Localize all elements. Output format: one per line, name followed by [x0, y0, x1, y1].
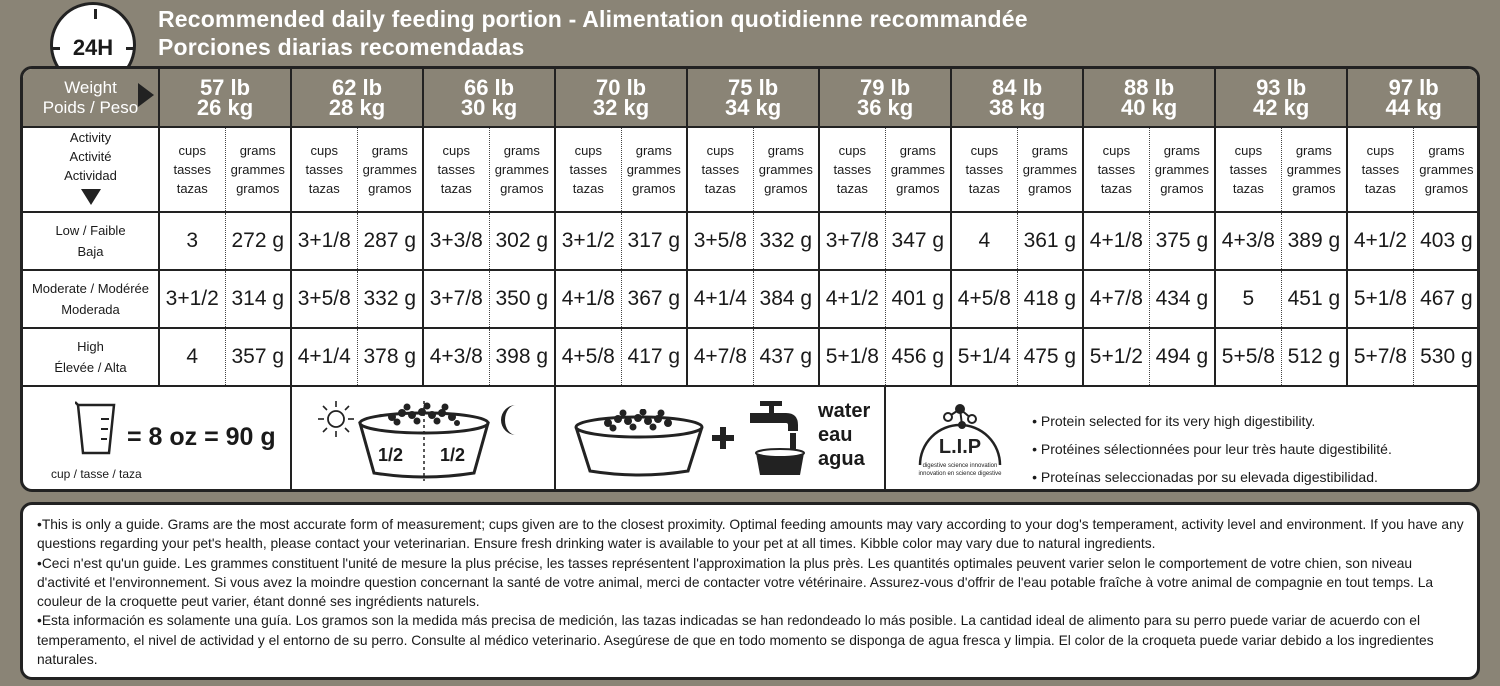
grams-value: 467 g [1413, 270, 1479, 328]
cups-value: 4+7/8 [687, 328, 753, 386]
grams-value: 451 g [1281, 270, 1347, 328]
note-spanish: •Esta información es solamente una guía. Los gramos son la medida más precisa de medición, las tazas indicadas se han redondeado lo más posible. La cantidad ideal de alimento para su perro puede variar de acuerdo con el temperamento, el nivel de actividad y el entorno de su perro. Consulte al médico veterinario. Asegúrese de que en todo momento se disponga de agua fresca y limpia. El color de la croqueta puede variar debido a los ingredientes naturales. [37, 613, 1434, 668]
grams-unit-label: grammes [494, 162, 549, 177]
activity-level-name: Moderate / Modérée [31, 281, 150, 296]
grams-unit-label: grams [635, 143, 672, 158]
grams-unit-label: grams [1031, 143, 1068, 158]
activity-level-label [23, 212, 159, 270]
grams-value: 347 g [885, 212, 951, 270]
half-portion-evening: 1/2 [440, 445, 466, 465]
weight-column-header [951, 69, 1083, 127]
down-arrow-icon [81, 189, 101, 205]
food-and-water-cell [555, 386, 885, 492]
cups-unit-label: cups [1234, 143, 1263, 158]
cups-unit-label: tasses [173, 162, 212, 177]
page-title [158, 5, 1028, 61]
cups-value: 4+5/8 [951, 270, 1017, 328]
cups-unit-label: cups [574, 143, 603, 158]
weight-lb: 75 lb [728, 74, 779, 100]
grams-value: 456 g [885, 328, 951, 386]
grams-value: 434 g [1149, 270, 1215, 328]
grams-value: 357 g [225, 328, 291, 386]
weight-header [23, 69, 159, 127]
weight-column-header [1083, 69, 1215, 127]
water-label [818, 399, 870, 471]
weight-label: Weight [64, 77, 117, 97]
plus-icon [712, 427, 734, 449]
cups-unit-label: cups [838, 143, 867, 158]
cups-unit-header [291, 127, 357, 212]
grams-unit-label: grams [1295, 143, 1332, 158]
table-row [23, 328, 1479, 386]
grams-unit-label: grammes [1022, 162, 1077, 177]
cups-value: 4+7/8 [1083, 270, 1149, 328]
cups-unit-label: tasses [305, 162, 344, 177]
notes-panel [20, 502, 1480, 680]
weight-kg: 32 kg [592, 94, 650, 120]
cups-unit-label: tazas [968, 181, 1000, 196]
grams-unit-header [1281, 127, 1347, 212]
cups-unit-label: tasses [569, 162, 608, 177]
weight-lb: 93 lb [1256, 74, 1307, 100]
cups-value: 4+1/2 [819, 270, 885, 328]
cups-unit-label: tasses [437, 162, 476, 177]
weight-lb: 84 lb [992, 74, 1043, 100]
cups-value: 4+1/4 [687, 270, 753, 328]
note-french: •Ceci n'est qu'un guide. Les grammes constituent l'unité de mesure la plus précise, les tasses représentent l'approximation la plus près. Les quantités optimales peuvent varier selon le comportement de votre chien, son niveau d'activité et l'environnement. Si vous avez la moindre question concernant la santé de votre animal, merci de contacter votre vétérinaire. Assurez-vous d'offrir de l'eau potable fraîche à votre animal de compagnie en tout temps. La couleur de la croquette peut varier, étant donné ses ingrédients naturels. [37, 555, 1434, 610]
cup-measure-cell [23, 386, 291, 492]
lip-arc-text: digestive science innovation [922, 463, 998, 469]
cups-unit-header [1347, 127, 1413, 212]
grams-unit-header [1017, 127, 1083, 212]
weight-column-header [423, 69, 555, 127]
cups-unit-label: cups [1366, 143, 1395, 158]
grams-unit-header [621, 127, 687, 212]
weight-lb: 70 lb [595, 74, 647, 100]
cups-unit-label: tazas [1232, 181, 1264, 196]
cups-unit-header [1083, 127, 1149, 212]
feeding-table-panel [20, 66, 1480, 492]
weight-kg: 44 kg [1385, 94, 1442, 120]
cups-value: 4 [159, 328, 225, 386]
cups-unit-label: tasses [965, 162, 1004, 177]
cups-unit-label: tazas [440, 181, 472, 196]
grams-value: 375 g [1149, 212, 1215, 270]
list-item: • Protein selected for its very high digestibility. [1032, 407, 1392, 435]
cups-value: 3+5/8 [687, 212, 753, 270]
cups-value: 3 [159, 212, 225, 270]
grams-unit-label: grams [371, 143, 408, 158]
cups-value: 5+1/8 [819, 328, 885, 386]
activity-level-name-alt: Élevée / Alta [54, 360, 127, 375]
weight-kg: 36 kg [856, 94, 914, 120]
grams-unit-label: gramos [236, 181, 280, 196]
grams-unit-label: grams [767, 143, 804, 158]
grams-unit-label: grammes [362, 162, 417, 177]
cups-unit-label: tazas [1364, 181, 1396, 196]
grams-value: 287 g [357, 212, 423, 270]
grams-unit-header [489, 127, 555, 212]
activity-header [23, 127, 159, 212]
grams-value: 350 g [489, 270, 555, 328]
cups-unit-label: cups [310, 143, 338, 158]
grams-unit-label: grammes [230, 162, 285, 177]
unit-header-row [23, 127, 1479, 212]
grams-unit-label: grams [239, 143, 276, 158]
grams-unit-label: grammes [758, 162, 813, 177]
grams-unit-label: gramos [368, 181, 412, 196]
food-bowl-icon [350, 401, 498, 481]
weight-kg: 30 kg [460, 94, 518, 120]
cups-unit-label: tazas [704, 181, 736, 196]
cups-value: 4+1/8 [555, 270, 621, 328]
grams-unit-label: gramos [632, 181, 676, 196]
grams-unit-label: gramos [1160, 181, 1204, 196]
cups-value: 4 [951, 212, 1017, 270]
cups-unit-label: tasses [1361, 162, 1400, 177]
cups-unit-label: tazas [836, 181, 868, 196]
cups-unit-header [423, 127, 489, 212]
grams-unit-header [1149, 127, 1215, 212]
weight-kg: 42 kg [1253, 94, 1310, 120]
weight-kg: 26 kg [196, 94, 254, 120]
grams-unit-label: grammes [626, 162, 681, 177]
grams-unit-label: grammes [1419, 162, 1474, 177]
grams-unit-label: grammes [890, 162, 945, 177]
cups-unit-header [687, 127, 753, 212]
moon-icon [498, 403, 524, 437]
cups-value: 5+1/8 [1347, 270, 1413, 328]
grams-unit-label: grams [503, 143, 540, 158]
grams-value: 314 g [225, 270, 291, 328]
weight-kg: 34 kg [724, 94, 782, 120]
grams-unit-label: gramos [1028, 181, 1072, 196]
cups-value: 5+1/2 [1083, 328, 1149, 386]
cups-value: 3+7/8 [819, 212, 885, 270]
activity-level-label [23, 270, 159, 328]
weight-lb: 97 lb [1388, 74, 1439, 100]
weight-kg: 38 kg [988, 94, 1046, 120]
water-label-line: water [818, 400, 871, 422]
grams-value: 317 g [621, 212, 687, 270]
grams-value: 302 g [489, 212, 555, 270]
cups-value: 4+1/2 [1347, 212, 1413, 270]
cups-value: 4+5/8 [555, 328, 621, 386]
grams-value: 384 g [753, 270, 819, 328]
weight-column-header [1215, 69, 1347, 127]
lip-arc-text-fr: innovation en science digestive [918, 471, 1002, 477]
grams-unit-label: grams [899, 143, 936, 158]
grams-unit-label: gramos [1292, 181, 1336, 196]
list-item: • Proteínas seleccionadas por su elevada digestibilidad. [1032, 463, 1392, 491]
grams-unit-header [357, 127, 423, 212]
half-portion-morning: 1/2 [378, 445, 404, 465]
cups-value: 5+7/8 [1347, 328, 1413, 386]
cups-value: 3+3/8 [423, 212, 489, 270]
weight-column-header [159, 69, 291, 127]
cups-unit-label: cups [706, 143, 735, 158]
activity-level-name-alt: Baja [77, 244, 104, 259]
grams-value: 389 g [1281, 212, 1347, 270]
weight-kg: 28 kg [328, 94, 386, 120]
grams-value: 361 g [1017, 212, 1083, 270]
weight-column-header [687, 69, 819, 127]
activity-label: Activité [69, 149, 112, 164]
cups-unit-label: tasses [833, 162, 872, 177]
cups-value: 4+3/8 [1215, 212, 1281, 270]
note-english: •This is only a guide. Grams are the most accurate form of measurement; cups given are to the closest proximity. Optimal feeding amounts may vary according to your dog's temperament, activity level and environment. If you have any questions regarding your pet's health, please contact your veterinarian. Ensure fresh drinking water is available to your pet at all times. Kibble color may vary due to natural ingredients. [37, 517, 1464, 552]
cups-value: 4+1/4 [291, 328, 357, 386]
cup-weight-equivalence: = 8 oz = 90 g [127, 423, 276, 451]
water-label-line: eau [818, 424, 853, 446]
weight-column-header [291, 69, 423, 127]
grams-value: 332 g [753, 212, 819, 270]
title-line-1: Recommended daily feeding portion - Alimentation quotidienne recommandée [158, 6, 1028, 32]
grams-value: 398 g [489, 328, 555, 386]
cups-unit-label: cups [1102, 143, 1131, 158]
grams-unit-header [225, 127, 291, 212]
grams-unit-label: grammes [1286, 162, 1341, 177]
clock-tick [94, 9, 97, 19]
info-row [23, 386, 1479, 492]
grams-unit-header [1413, 127, 1479, 212]
grams-value: 401 g [885, 270, 951, 328]
lip-protein-cell [885, 386, 1479, 492]
activity-level-name: Low / Faible [55, 223, 126, 238]
grams-value: 378 g [357, 328, 423, 386]
activity-label: Activity [69, 130, 112, 145]
weight-column-header [555, 69, 687, 127]
table-row [23, 270, 1479, 328]
cups-unit-label: cups [970, 143, 999, 158]
activity-label: Actividad [64, 168, 117, 183]
cups-unit-label: tazas [1100, 181, 1132, 196]
cup-label: cup / tasse / taza [51, 467, 142, 481]
cups-value: 3+5/8 [291, 270, 357, 328]
grams-unit-label: grams [1163, 143, 1200, 158]
grams-unit-header [885, 127, 951, 212]
grams-value: 403 g [1413, 212, 1479, 270]
cups-unit-label: tasses [1229, 162, 1268, 177]
grams-unit-header [753, 127, 819, 212]
grams-value: 437 g [753, 328, 819, 386]
grams-value: 418 g [1017, 270, 1083, 328]
right-arrow-icon [138, 83, 154, 107]
weight-lb: 66 lb [463, 74, 515, 100]
lip-benefits-list [1032, 407, 1392, 491]
cups-value: 3+1/2 [555, 212, 621, 270]
cups-unit-header [819, 127, 885, 212]
grams-value: 332 g [357, 270, 423, 328]
weight-header-row [23, 69, 1479, 127]
grams-unit-label: gramos [1424, 181, 1469, 196]
cups-unit-header [555, 127, 621, 212]
cups-value: 3+1/2 [159, 270, 225, 328]
lip-logo-text: L.I.P [938, 436, 982, 458]
weight-label-fr-es: Poids / Peso [42, 97, 139, 117]
activity-level-name: High [77, 339, 104, 354]
grams-value: 417 g [621, 328, 687, 386]
food-bowl-icon [572, 409, 706, 477]
weight-column-header [819, 69, 951, 127]
weight-lb: 57 lb [199, 74, 251, 100]
cups-unit-label: tasses [701, 162, 740, 177]
cups-value: 5+1/4 [951, 328, 1017, 386]
grams-value: 475 g [1017, 328, 1083, 386]
twice-daily-cell [291, 386, 555, 492]
cups-unit-header [951, 127, 1017, 212]
cups-unit-label: tasses [1097, 162, 1136, 177]
lip-logo-icon [910, 395, 1010, 489]
cups-value: 4+1/8 [1083, 212, 1149, 270]
cups-value: 5 [1215, 270, 1281, 328]
cups-value: 3+7/8 [423, 270, 489, 328]
activity-level-name-alt: Moderada [61, 302, 120, 317]
cups-unit-label: cups [442, 143, 471, 158]
cups-unit-header [1215, 127, 1281, 212]
grams-value: 512 g [1281, 328, 1347, 386]
grams-value: 367 g [621, 270, 687, 328]
grams-unit-label: gramos [896, 181, 940, 196]
cups-unit-label: tazas [308, 181, 340, 196]
grams-unit-label: gramos [500, 181, 544, 196]
grams-value: 494 g [1149, 328, 1215, 386]
water-tap-icon [744, 399, 810, 479]
badge-24h-label: 24H [53, 35, 133, 61]
grams-value: 530 g [1413, 328, 1479, 386]
weight-lb: 88 lb [1124, 74, 1175, 100]
cups-unit-label: tazas [572, 181, 604, 196]
grams-unit-label: grammes [1154, 162, 1209, 177]
weight-kg: 40 kg [1120, 94, 1178, 120]
table-row [23, 212, 1479, 270]
activity-level-label [23, 328, 159, 386]
cups-value: 5+5/8 [1215, 328, 1281, 386]
grams-value: 272 g [225, 212, 291, 270]
water-label-line: agua [818, 448, 865, 470]
cups-unit-header [159, 127, 225, 212]
cups-value: 4+3/8 [423, 328, 489, 386]
cups-value: 3+1/8 [291, 212, 357, 270]
title-line-2: Porciones diarias recomendadas [158, 34, 525, 60]
grams-unit-label: gramos [764, 181, 808, 196]
weight-column-header [1347, 69, 1479, 127]
cups-unit-label: cups [178, 143, 206, 158]
weight-lb: 62 lb [331, 74, 383, 100]
measuring-cup-icon [75, 401, 117, 457]
weight-lb: 79 lb [860, 74, 911, 100]
grams-unit-label: grams [1428, 143, 1465, 158]
feeding-table [23, 69, 1479, 492]
list-item: • Protéines sélectionnées pour leur très haute digestibilité. [1032, 435, 1392, 463]
cups-unit-label: tazas [176, 181, 208, 196]
